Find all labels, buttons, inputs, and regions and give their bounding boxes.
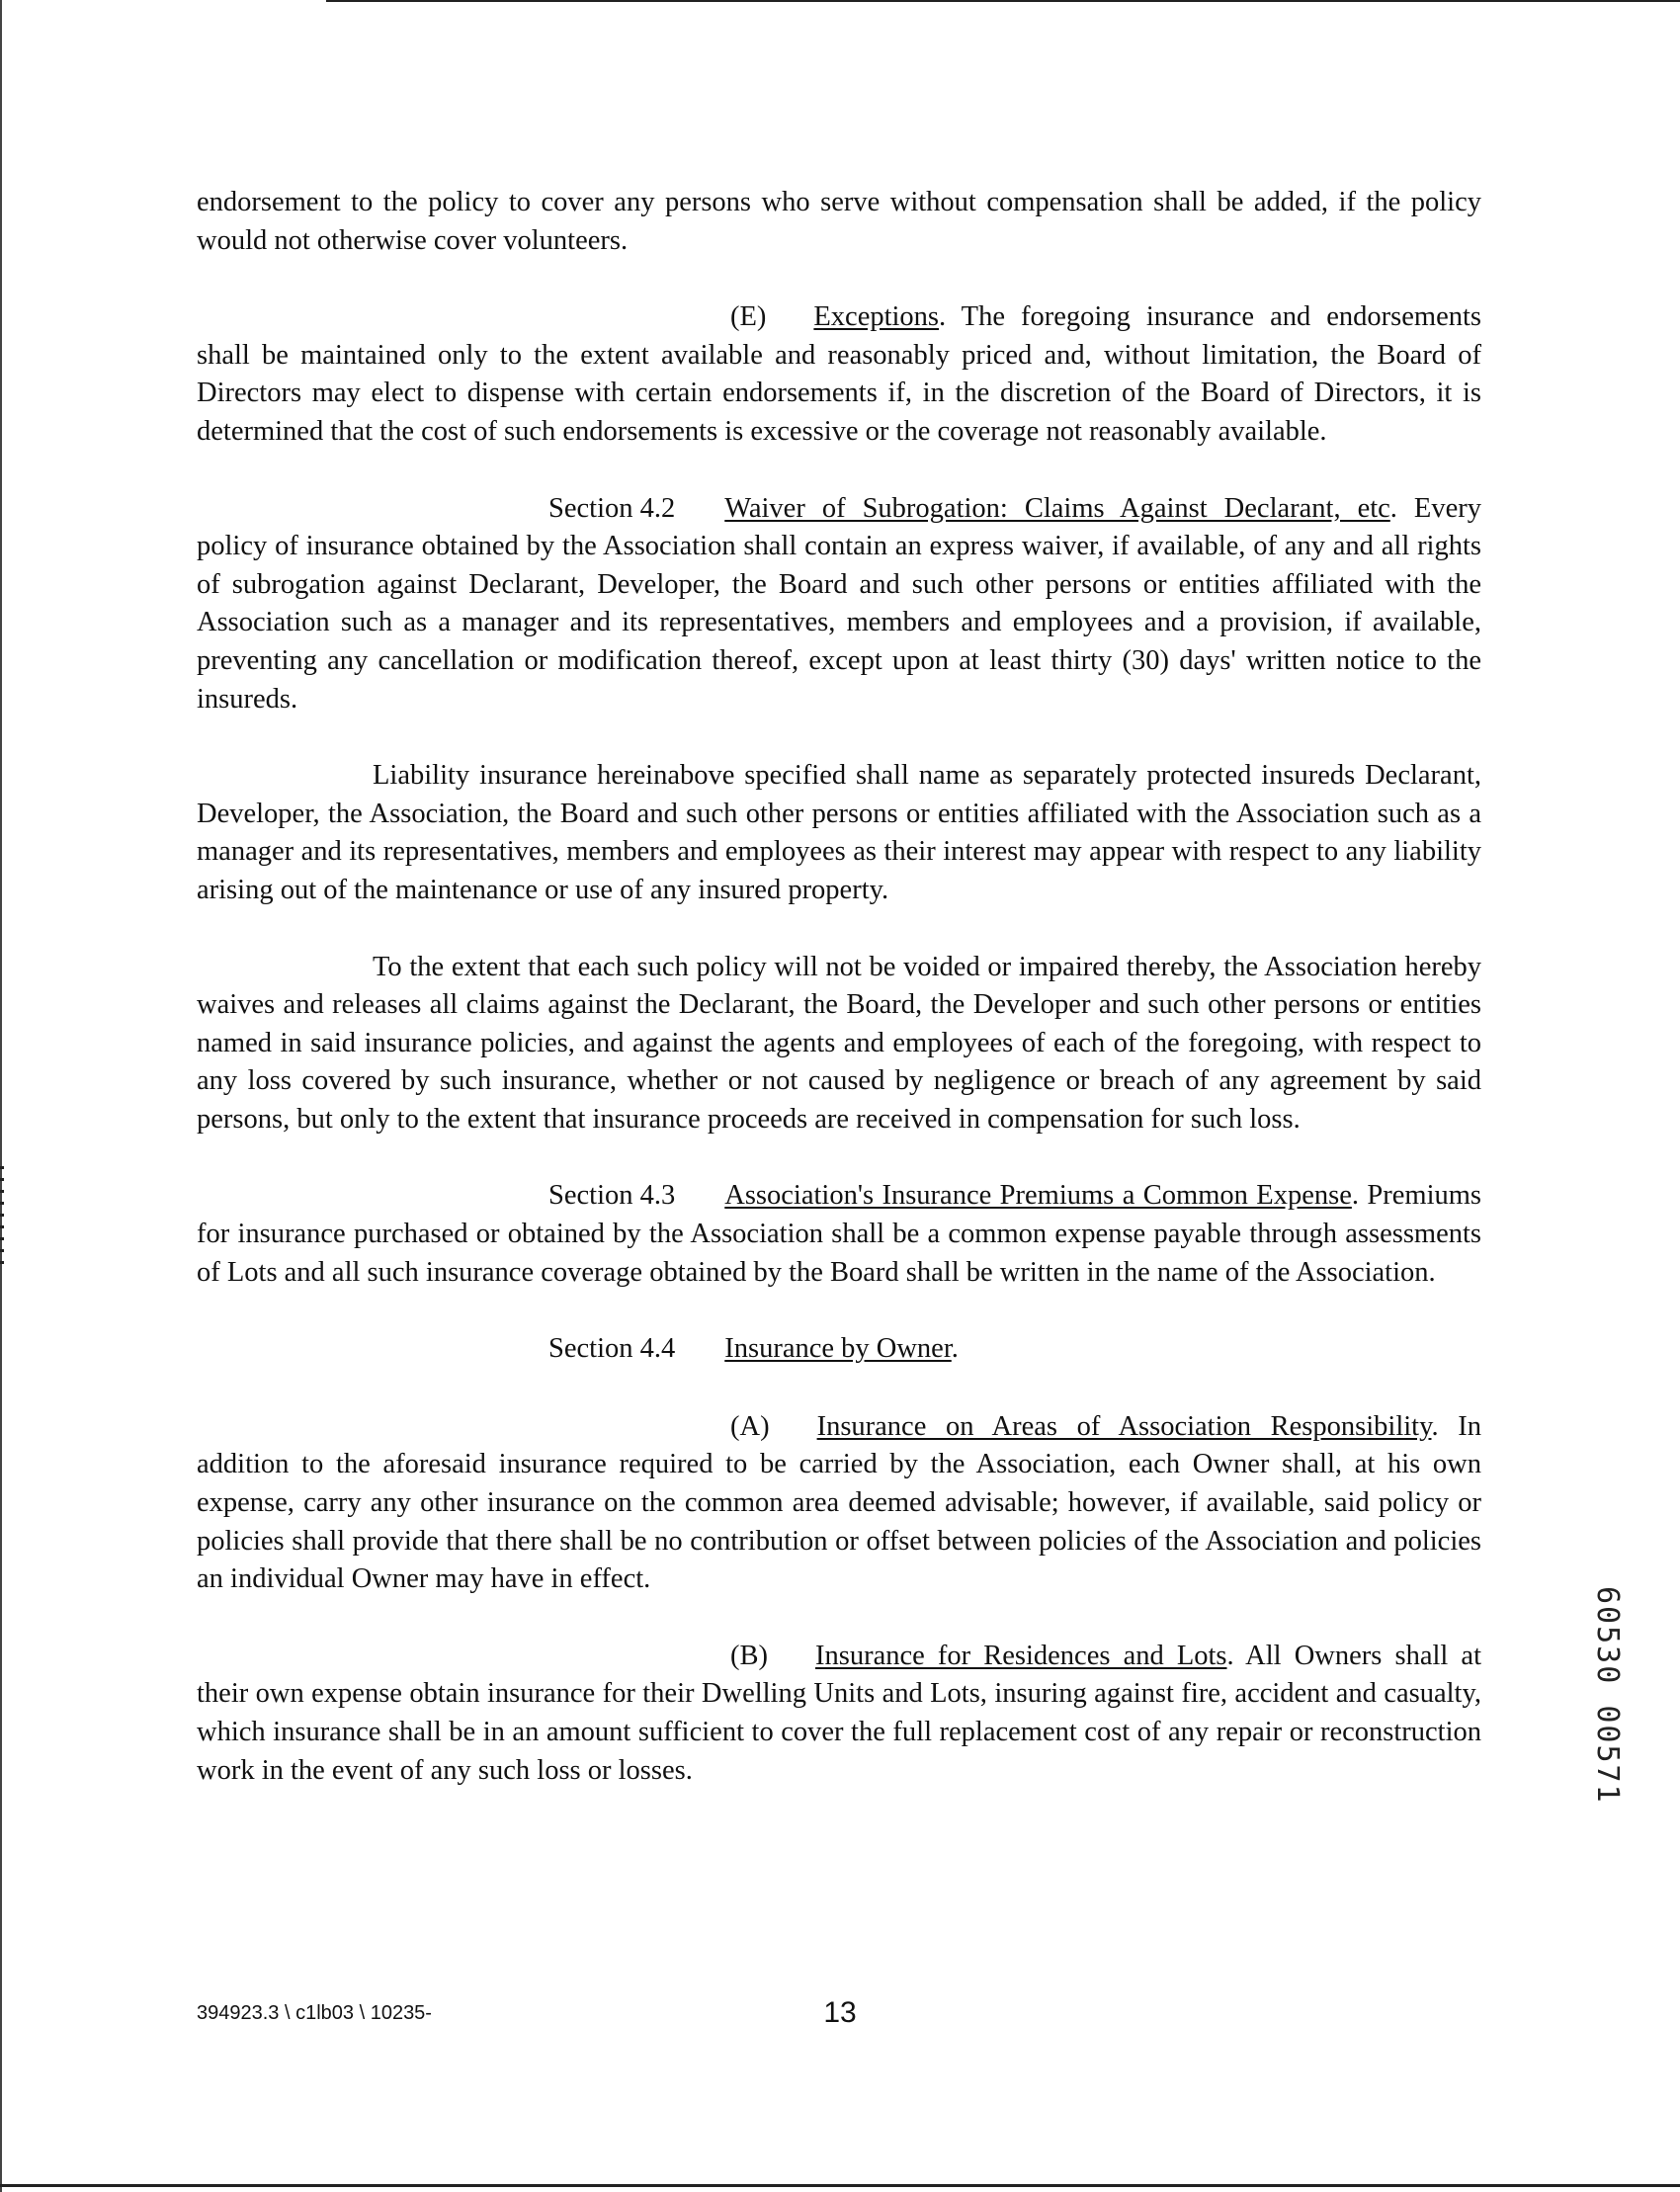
paragraph-text: . The foregoing insurance and endorsements shall be maintained only to the extent available and reasonably priced and, without limitation, the Board of Directors may elect to dispense with certain endorsements if, in the discretion of the Board of Directors, it is determined that the cost of such endorsements is excessive or the coverage not reasonably available. [197,301,1481,447]
section-label: Section 4.3 [548,1180,676,1212]
subsection-label: (A) [730,1410,770,1442]
section-heading: Association's Insurance Premiums a Common Expense [724,1180,1352,1212]
paragraph-subsection-b [197,1638,1481,1790]
section-heading: Insurance by Owner [724,1333,952,1365]
document-id-footer: 394923.3 \ c1lb03 \ 10235- [197,2002,432,2024]
subsection-heading: Exceptions [813,301,940,333]
paragraph-section-4-4 [197,1330,1481,1369]
paragraph-liability-insurance [197,757,1481,909]
paragraph-text: Liability insurance hereinabove specified shall name as separately protected insureds Declarant, Developer, the Association, the Board and such other persons or entities affiliated with the Association such as a manager and its representatives, members and employees as their interest may appear with respect to any liability arising out of the maintenance or use of any insured property. [197,760,1481,905]
paragraph-section-4-2 [197,490,1481,719]
paragraph-text: To the extent that each such policy will not be voided or impaired thereby, the Association hereby waives and releases all claims against the Declarant, the Board, the Developer and such other persons or entities named in said insurance policies, and against the agents and employees of each of the foregoing, with respect to any loss covered by such insurance, whether or not caused by negligence or breach of any agreement by said persons, but only to the extent that insurance proceeds are received in compensation for such loss. [197,951,1481,1135]
paragraph-text: . [951,1333,959,1365]
section-label: Section 4.4 [548,1333,676,1365]
paragraph-subsection-a [197,1408,1481,1599]
subsection-label: (E) [730,301,767,333]
section-heading: Waiver of Subrogation: Claims Against Declarant, etc [724,492,1390,524]
paragraph-text: . All Owners shall at their own expense obtain insurance for their Dwelling Units and Lots, insuring against fire, accident and casualty, which insurance shall be in an amount sufficient to cover the full replacement cost of any repair or reconstruction work in the event of any such loss or losses. [197,1640,1482,1786]
subsection-heading: Insurance on Areas of Association Responsibility [816,1410,1432,1442]
scan-edge-marks [0,1166,4,1265]
paragraph-waiver-release [197,949,1481,1139]
subsection-heading: Insurance for Residences and Lots [815,1640,1227,1671]
scan-left-edge [0,0,2,2192]
document-body [197,184,1481,1828]
subsection-label: (B) [730,1640,768,1671]
scan-bottom-rule [0,2184,1680,2187]
paragraph-text: . Premiums for insurance purchased or obtained by the Association shall be a common expense payable through assessments of Lots and all such insurance coverage obtained by the Board shall be written in the name of the Association. [197,1180,1482,1288]
page-number: 13 [823,1996,857,2029]
margin-recording-stamp [1590,1586,1633,1863]
scan-top-rule [326,0,1680,2]
paragraph-section-4-3 [197,1177,1481,1292]
paragraph-exceptions [197,298,1481,451]
paragraph-text: . In addition to the aforesaid insurance required to be carried by the Association, each Owner shall, at his own expense, carry any other insurance on the common area deemed advisable; however, if available, said policy or policies shall provide that there shall be no contribution or offset between policies of the Association and policies an individual Owner may have in effect. [197,1410,1481,1595]
margin-stamp-text: 60530 00571 [1590,1586,1625,1805]
section-label: Section 4.2 [548,492,676,524]
paragraph-text: . Every policy of insurance obtained by the Association shall contain an express waiver, if available, of any and all rights of subrogation against Declarant, Developer, the Board and such other persons or entities affiliated with the Association such as a manager and its representatives, members and employees and a provision, if available, preventing any cancellation or modification thereof, except upon at least thirty (30) days' written notice to the insureds. [197,492,1481,715]
paragraph-text: endorsement to the policy to cover any persons who serve without compensation shall be added, if the policy would not otherwise cover volunteers. [197,187,1481,256]
paragraph-endorsement-continuation [197,184,1481,260]
